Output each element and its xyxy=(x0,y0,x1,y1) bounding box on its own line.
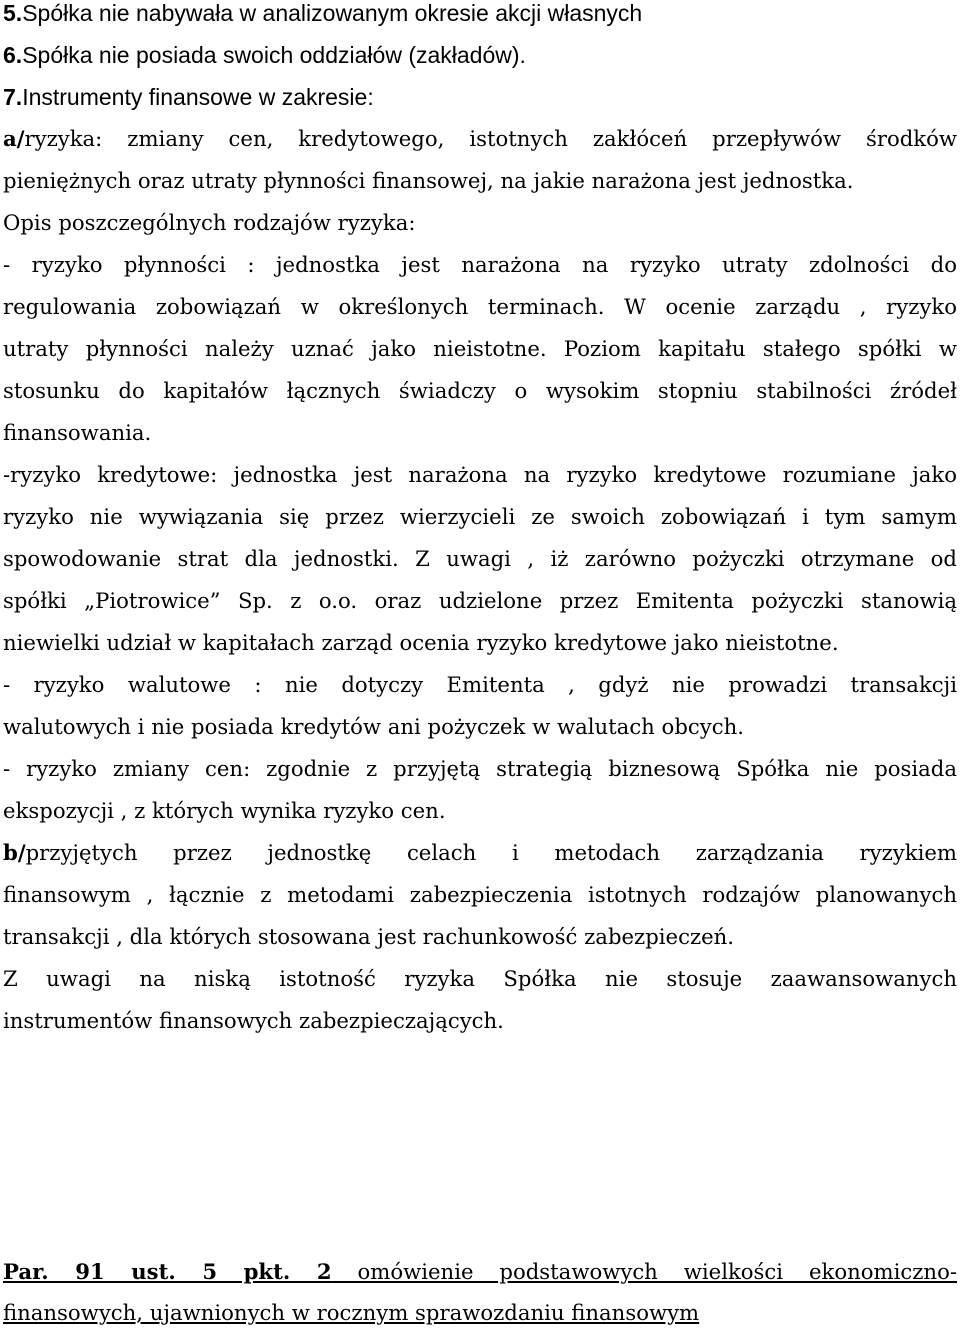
liquidity-risk-line-1: - ryzyko płynności : jednostka jest narażona na ryzyko utraty zdolności do xyxy=(3,252,957,277)
credit-risk-line-4: spółki „Piotrowice” Sp. z o.o. oraz udzielone przez Emitenta pożyczki stanowią xyxy=(3,588,957,613)
currency-risk-line-2: walutowych i nie posiada kredytów ani pożyczek w walutach obcych. xyxy=(3,714,744,739)
item-7-text: Instrumenty finansowe w zakresie: xyxy=(22,84,374,110)
paragraph-reference: Par. 91 ust. 5 pkt. 2 xyxy=(3,1259,332,1284)
item-6 xyxy=(3,40,526,70)
section-a-line-1 xyxy=(3,124,957,154)
risk-description-heading: Opis poszczególnych rodzajów ryzyka: xyxy=(3,210,416,235)
section-b-line-3: transakcji , dla których stosowana jest rachunkowość zabezpieczeń. xyxy=(3,924,735,949)
liquidity-risk-line-5: finansowania. xyxy=(3,420,152,445)
liquidity-risk-line-2: regulowania zobowiązań w określonych terminach. W ocenie zarządu , ryzyko xyxy=(3,294,957,319)
item-7-number: 7. xyxy=(3,84,23,110)
section-b-line-1 xyxy=(3,838,957,868)
hedging-note-line-1: Z uwagi na niską istotność ryzyka Spółka nie stosuje zaawansowanych xyxy=(3,966,957,991)
currency-risk-line-1: - ryzyko walutowe : nie dotyczy Emitenta , gdyż nie prowadzi transakcji xyxy=(3,672,957,697)
section-a-line-2: pieniężnych oraz utraty płynności finansowej, na jakie narażona jest jednostka. xyxy=(3,168,854,193)
credit-risk-line-3: spowodowanie strat dla jednostki. Z uwagi , iż zarówno pożyczki otrzymane od xyxy=(3,546,957,571)
liquidity-risk-line-4: stosunku do kapitałów łącznych świadczy o wysokim stopniu stabilności źródeł xyxy=(3,378,957,403)
section-a-prefix: a/ xyxy=(3,126,25,151)
section-b-prefix: b/ xyxy=(3,840,26,865)
paragraph-heading-text: omówienie podstawowych wielkości ekonomiczno- xyxy=(331,1259,957,1284)
section-b-text-1: przyjętych przez jednostkę celach i metodach zarządzania ryzykiem xyxy=(25,840,957,865)
hedging-note-line-2: instrumentów finansowych zabezpieczających. xyxy=(3,1008,504,1033)
paragraph-heading-line-1 xyxy=(3,1257,957,1287)
item-7 xyxy=(3,82,374,112)
credit-risk-line-1: -ryzyko kredytowe: jednostka jest narażona na ryzyko kredytowe rozumiane jako xyxy=(3,462,957,487)
item-5 xyxy=(3,0,642,28)
section-b-line-2: finansowym , łącznie z metodami zabezpieczenia istotnych rodzajów planowanych xyxy=(3,882,957,907)
credit-risk-line-5: niewielki udział w kapitałach zarząd ocenia ryzyko kredytowe jako nieistotne. xyxy=(3,630,839,655)
item-5-text: Spółka nie nabywała w analizowanym okresie akcji własnych xyxy=(22,0,643,26)
item-6-text: Spółka nie posiada swoich oddziałów (zakładów). xyxy=(22,42,526,68)
credit-risk-line-2: ryzyko nie wywiązania się przez wierzycieli ze swoich zobowiązań i tym samym xyxy=(3,504,957,529)
liquidity-risk-line-3: utraty płynności należy uznać jako nieistotne. Poziom kapitału stałego spółki w xyxy=(3,336,957,361)
item-6-number: 6. xyxy=(3,42,23,68)
price-risk-line-1: - ryzyko zmiany cen: zgodnie z przyjętą strategią biznesową Spółka nie posiada xyxy=(3,756,957,781)
section-a-text-1: ryzyka: zmiany cen, kredytowego, istotnych zakłóceń przepływów środków xyxy=(24,126,957,151)
price-risk-line-2: ekspozycji , z których wynika ryzyko cen. xyxy=(3,798,446,823)
paragraph-heading-line-2: finansowych, ujawnionych w rocznym sprawozdaniu finansowym xyxy=(3,1300,700,1325)
item-5-number: 5. xyxy=(3,0,23,26)
